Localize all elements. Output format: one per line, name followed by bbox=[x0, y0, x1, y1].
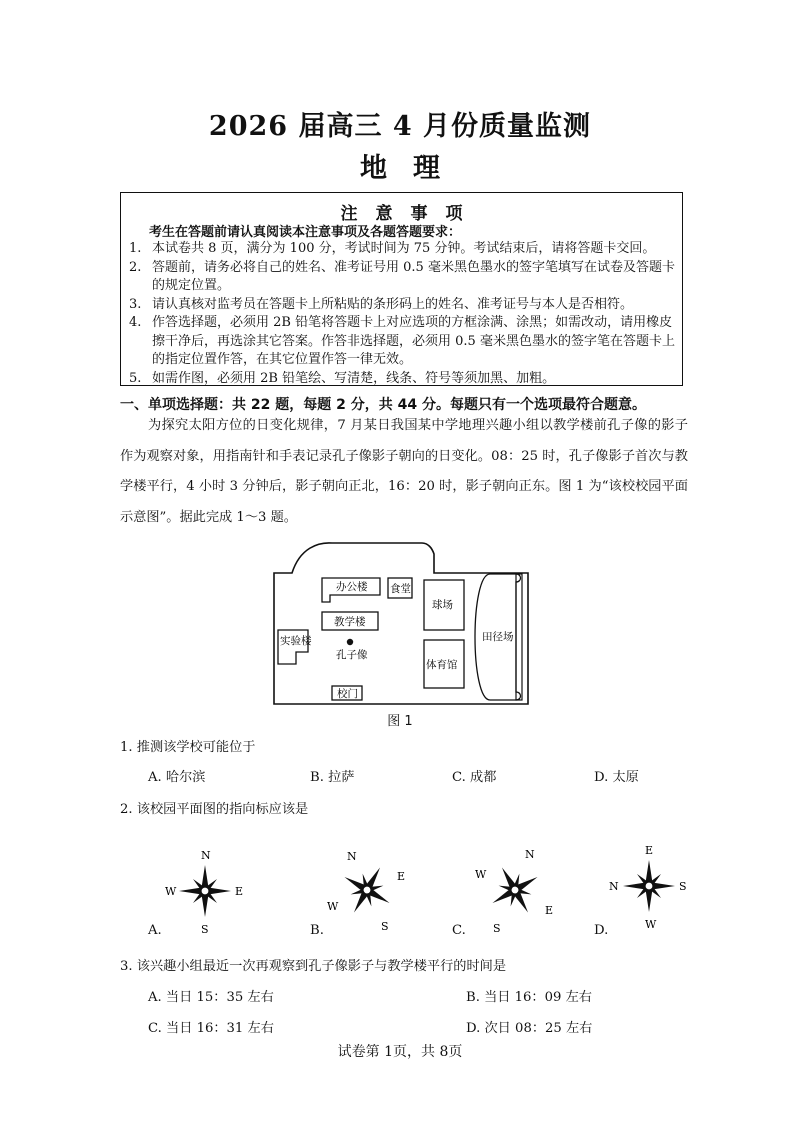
compass-b-right: E bbox=[397, 870, 406, 883]
compass-a-right: E bbox=[235, 885, 244, 898]
compass-rose-icon bbox=[479, 854, 550, 925]
track-label: 田径场 bbox=[482, 631, 514, 643]
notice-item-text: 作答选择题，必须用 2B 铅笔将答题卡上对应选项的方框涂满、涂黑；如需改动，请用橡皮擦干净后，再选涂其它答案。作答非选择题，必须用 0.5 毫米黑色墨水的签字笔在答题卡上的指定位置作答，在其它位置作答一律无效。 bbox=[152, 315, 675, 367]
question-1-option-b: B. 拉萨 bbox=[310, 770, 355, 785]
question-3-stem: 3. 该兴趣小组最近一次再观察到孔子像影子与教学楼平行的时间是 bbox=[120, 959, 507, 974]
campus-map bbox=[272, 540, 532, 706]
notice-item-number: 5. bbox=[129, 370, 142, 386]
question-2-option-c: C. bbox=[452, 923, 466, 938]
compass-rose-icon bbox=[331, 854, 402, 925]
notice-item-number: 2. bbox=[129, 259, 142, 275]
question-3-option-d: D. 次日 08：25 左右 bbox=[466, 1021, 593, 1036]
question-3-option-a: A. 当日 15：35 左右 bbox=[148, 990, 274, 1005]
notice-item-text: 答题前，请务必将自己的姓名、准考证号用 0.5 毫米黑色墨水的签字笔填写在试卷及答题卡的规定位置。 bbox=[152, 259, 675, 293]
notice-item-text: 请认真核对监考员在答题卡上所粘贴的条形码上的姓名、准考证号与本人是否相符。 bbox=[152, 296, 634, 312]
lab-label: 实验楼 bbox=[280, 635, 312, 647]
notice-item-number: 1. bbox=[129, 241, 142, 256]
question-2-option-b: B. bbox=[310, 923, 324, 938]
compass-d bbox=[606, 840, 692, 932]
compass-d-left: N bbox=[609, 880, 619, 893]
question-3-option-c: C. 当日 16：31 左右 bbox=[148, 1021, 274, 1036]
compass-c-right: E bbox=[545, 904, 554, 917]
office-label: 办公楼 bbox=[336, 581, 368, 593]
compass-c-top: N bbox=[525, 848, 535, 861]
question-1-option-a: A. 哈尔滨 bbox=[148, 770, 206, 785]
notice-list bbox=[129, 240, 677, 388]
exam-title: 2026 届高三 4 月份质量监测 bbox=[208, 111, 592, 142]
notice-item-number: 4. bbox=[129, 315, 142, 330]
compass-b-bottom: S bbox=[381, 920, 389, 933]
compass-b-top: N bbox=[347, 850, 357, 863]
compass-a-left: W bbox=[165, 885, 177, 898]
notice-item-text: 如需作图，必须用 2B 铅笔绘、写清楚，线条、符号等须加黑、加粗。 bbox=[152, 370, 556, 386]
notice-item-number: 3. bbox=[129, 296, 142, 312]
compass-c-left: W bbox=[475, 868, 487, 881]
gym-label: 体育馆 bbox=[426, 659, 458, 671]
question-2-option-d: D. bbox=[594, 923, 609, 938]
compass-c bbox=[470, 845, 560, 935]
question-3-option-b: B. 当日 16：09 左右 bbox=[466, 990, 592, 1005]
ballcourt-label: 球场 bbox=[432, 599, 453, 611]
notice-item bbox=[129, 314, 677, 370]
compass-rose-icon bbox=[623, 860, 675, 912]
compass-a-top: N bbox=[201, 849, 211, 862]
figure-caption: 图 1 bbox=[387, 714, 413, 729]
notice-item bbox=[129, 370, 677, 389]
page-footer: 试卷第 1页，共 8页 bbox=[337, 1044, 463, 1060]
notice-item bbox=[129, 259, 677, 296]
gate-label: 校门 bbox=[337, 688, 358, 700]
notice-item bbox=[129, 240, 677, 259]
compass-b bbox=[322, 845, 412, 935]
statue-label: 孔子像 bbox=[336, 649, 368, 661]
notice-title: 注意事项 bbox=[340, 204, 481, 224]
compass-d-bottom: W bbox=[645, 918, 657, 931]
compass-rose-icon bbox=[179, 865, 231, 917]
notice-box bbox=[120, 192, 683, 386]
notice-item bbox=[129, 296, 677, 315]
compass-c-bottom: S bbox=[493, 922, 501, 935]
compass-d-top: E bbox=[645, 844, 654, 857]
question-1-option-c: C. 成都 bbox=[452, 770, 497, 785]
question-1-stem: 1. 推测该学校可能位于 bbox=[120, 740, 256, 755]
compass-d-right: S bbox=[679, 880, 687, 893]
notice-intro: 考生在答题前请认真阅读本注意事项及各题答题要求： bbox=[149, 225, 462, 240]
subject-title: 地理 bbox=[360, 153, 466, 184]
question-2-stem: 2. 该校园平面图的指向标应该是 bbox=[120, 802, 309, 817]
compass-a-bottom: S bbox=[201, 923, 209, 936]
compass-b-left: W bbox=[327, 900, 339, 913]
canteen-label: 食堂 bbox=[390, 583, 411, 595]
notice-item-text: 本试卷共 8 页，满分为 100 分，考试时间为 75 分钟。考试结束后，请将答题卡交回。 bbox=[152, 241, 656, 256]
question-1-option-d: D. 太原 bbox=[594, 770, 639, 785]
statue-dot bbox=[347, 639, 353, 645]
reading-passage: 为探究太阳方位的日变化规律，7 月某日我国某中学地理兴趣小组以教学楼前孔子像的影子作为观察对象，用指南针和手表记录孔子像影子朝向的日变化。08：25 时，孔子像影子首次与教学楼平行，4 小时 3 分钟后，影子朝向正北，16：20 时，影子朝向正东。图 1 为“该校校园平面示意图”。据此完成 1～3 题。 bbox=[120, 418, 688, 525]
teaching-label: 教学楼 bbox=[334, 616, 366, 628]
section-heading: 一、单项选择题：共 22 题，每题 2 分，共 44 分。每题只有一个选项最符合题意。 bbox=[120, 397, 646, 413]
compass-a bbox=[162, 846, 248, 936]
question-2-option-a: A. bbox=[148, 923, 162, 938]
campus-boundary bbox=[274, 543, 528, 704]
